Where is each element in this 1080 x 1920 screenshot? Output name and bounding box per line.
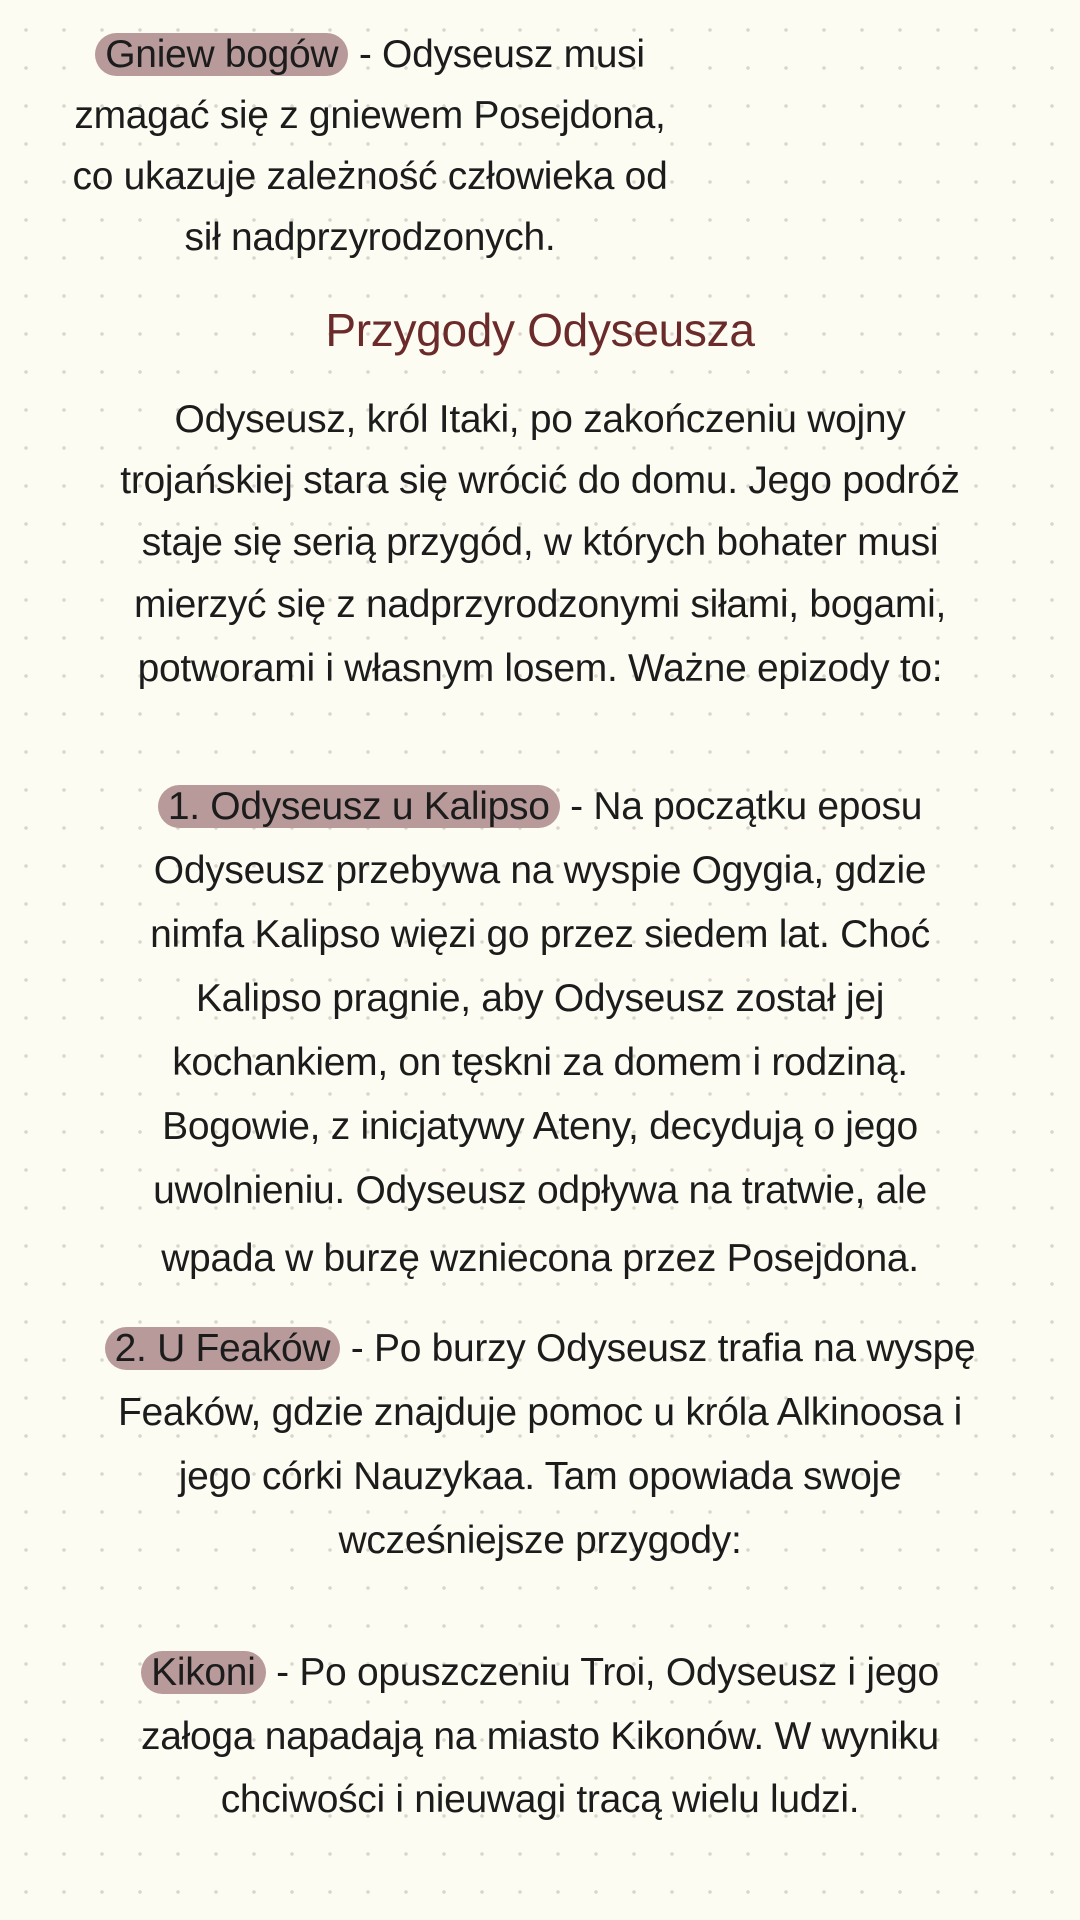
item-line: Kalipso pragnie, aby Odyseusz został jej (195, 977, 885, 1020)
highlight-label: 1. Odyseusz u Kalipso (158, 785, 560, 828)
item-line: Bogowie, z inicjatywy Ateny, decydują o jego (162, 1105, 918, 1148)
intro-line: sił nadprzyrodzonych. (184, 216, 556, 259)
intro-line: zmagać się z gniewem Posejdona, (74, 94, 666, 137)
section-title: Przygody Odyseusza (325, 304, 755, 356)
item-line: jego córki Nauzykaa. Tam opowiada swoje (178, 1455, 902, 1498)
item-line (0, 782, 1080, 832)
item-line: nimfa Kalipso więzi go przez siedem lat. Choć (150, 913, 930, 956)
paragraph-line: potworami i własnym losem. Ważne epizody to: (137, 647, 943, 690)
highlight-label: 2. U Feaków (105, 1327, 341, 1370)
paragraph-line: trojańskiej stara się wrócić do domu. Jego podróż (120, 459, 960, 502)
item-line: kochankiem, on tęskni za domem i rodziną. (172, 1041, 908, 1084)
item-line: załoga napadają na miasto Kikonów. W wyniku (141, 1715, 939, 1758)
intro-line (0, 30, 740, 80)
highlight-label: Gniew bogów (95, 33, 348, 76)
text: - Po burzy Odyseusz trafia na wyspę (340, 1327, 976, 1370)
item-line (0, 1648, 1080, 1698)
intro-line: co ukazuje zależność człowieka od (72, 155, 668, 198)
item-line: chciwości i nieuwagi tracą wielu ludzi. (220, 1778, 860, 1821)
text: - Na początku eposu (559, 785, 923, 828)
paragraph-line: staje się serią przygód, w których bohater musi (141, 521, 939, 564)
paragraph-line: mierzyć się z nadprzyrodzonymi siłami, bogami, (134, 583, 946, 626)
paragraph-line: Odyseusz, król Itaki, po zakończeniu wojny (174, 398, 906, 441)
highlight-label: Kikoni (141, 1651, 265, 1694)
text: - Odyseusz musi (348, 33, 645, 76)
item-line: Odyseusz przebywa na wyspie Ogygia, gdzie (153, 849, 927, 892)
item-line (0, 1324, 1080, 1374)
item-line: uwolnieniu. Odyseusz odpływa na tratwie, ale (153, 1169, 927, 1212)
item-line: wcześniejsze przygody: (338, 1519, 742, 1562)
item-line: Feaków, gdzie znajduje pomoc u króla Alkinoosa i (117, 1391, 963, 1434)
item-line: wpada w burzę wzniecona przez Posejdona. (161, 1237, 919, 1280)
text: - Po opuszczeniu Troi, Odyseusz i jego (265, 1651, 939, 1694)
